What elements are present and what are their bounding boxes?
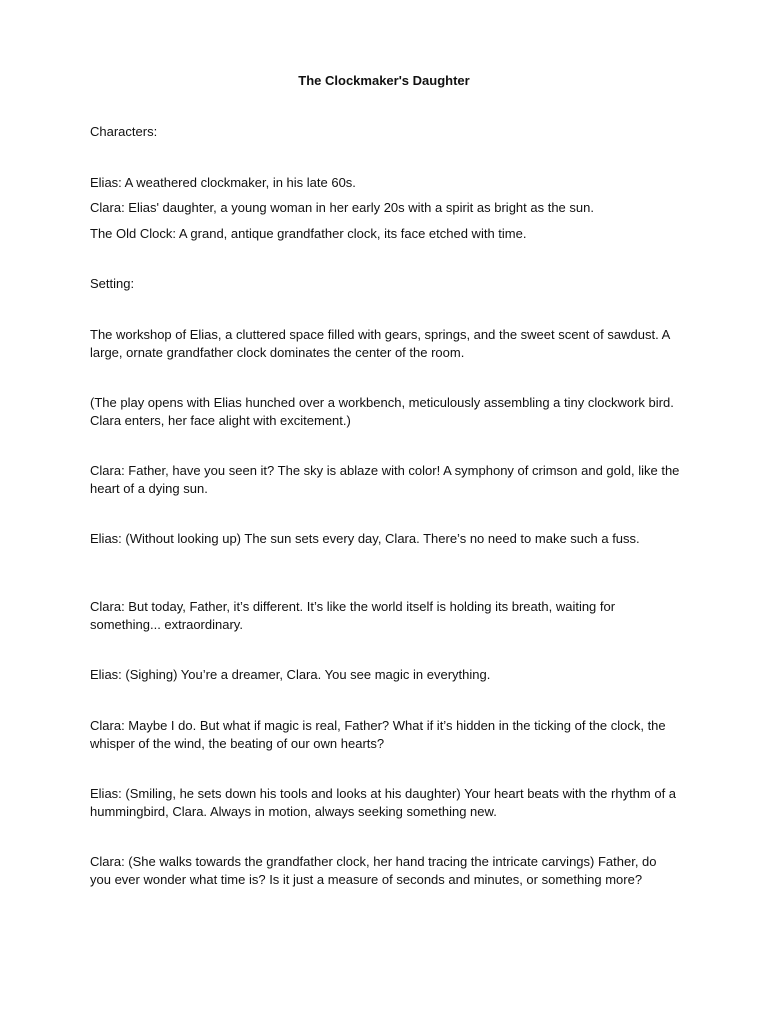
setting-heading: Setting: xyxy=(90,276,135,291)
character-clara: Clara: Elias' daughter, a young woman in her early 20s with a spirit as bright as the sun. xyxy=(90,200,594,215)
document-title: The Clockmaker's Daughter xyxy=(298,73,470,88)
stage-direction: (The play opens with Elias hunched over a workbench, meticulously assembling a tiny clockwork bird. Clara enters, her face alight with excitement.) xyxy=(90,395,674,428)
dialogue-line: Clara: (She walks towards the grandfather clock, her hand tracing the intricate carvings) Father, do you ever wonder what time is? Is it just a measure of seconds and minutes, or something more? xyxy=(90,854,657,887)
dialogue-line: Elias: (Sighing) You’re a dreamer, Clara. You see magic in everything. xyxy=(90,667,491,682)
dialogue-line: Clara: But today, Father, it’s different. It’s like the world itself is holding its breath, waiting for something... extraordinary. xyxy=(90,599,616,632)
dialogue-line: Elias: (Without looking up) The sun sets every day, Clara. There’s no need to make such a fuss. xyxy=(90,531,640,546)
characters-heading: Characters: xyxy=(90,124,158,139)
character-elias: Elias: A weathered clockmaker, in his late 60s. xyxy=(90,175,356,190)
setting-description: The workshop of Elias, a cluttered space filled with gears, springs, and the sweet scent of sawdust. A large, ornate grandfather clock dominates the center of the room. xyxy=(90,327,670,360)
dialogue-line: Clara: Father, have you seen it? The sky is ablaze with color! A symphony of crimson and gold, like the heart of a dying sun. xyxy=(90,463,680,496)
character-old-clock: The Old Clock: A grand, antique grandfather clock, its face etched with time. xyxy=(90,226,527,241)
dialogue-line: Elias: (Smiling, he sets down his tools and looks at his daughter) Your heart beats with the rhythm of a hummingbird, Clara. Always in motion, always seeking something new. xyxy=(90,786,677,819)
dialogue-line: Clara: Maybe I do. But what if magic is real, Father? What if it’s hidden in the ticking of the clock, the whisper of the wind, the beating of our own hearts? xyxy=(90,718,666,751)
